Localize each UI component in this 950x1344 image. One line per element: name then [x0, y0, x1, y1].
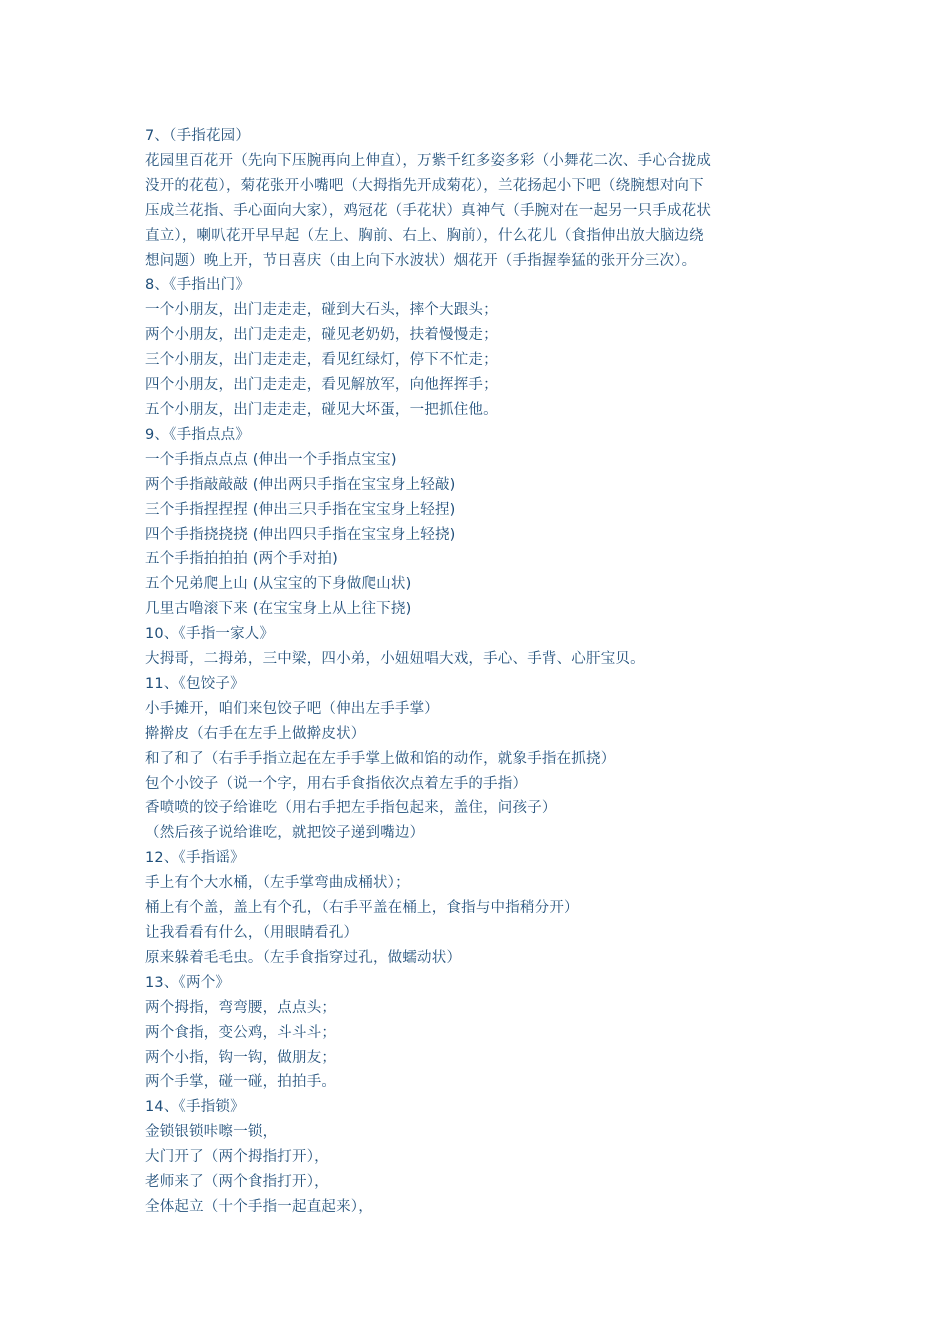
verse-line: 两个小朋友，出门走走走，碰见老奶奶，扶着慢慢走； — [145, 327, 498, 344]
section-heading-13: 13、《两个》 — [145, 974, 231, 991]
section-heading-11: 11、《包饺子》 — [145, 675, 245, 692]
paragraph-line: 没开的花苞），菊花张开小嘴吧（大拇指先开成菊花），兰花扬起小下吧（绕腕想对向下 — [145, 177, 704, 194]
section-heading-12: 12、《手指谣》 — [145, 850, 245, 867]
verse-line: 两个手掌，碰一碰，拍拍手。 — [145, 1074, 337, 1091]
verse-line: 小手摊开，咱们来包饺子吧（伸出左手手掌） — [145, 700, 439, 717]
section-heading-9: 9、《手指点点》 — [145, 426, 251, 443]
verse-line: （然后孩子说给谁吃，就把饺子递到嘴边） — [145, 825, 425, 842]
verse-line: 让我看看有什么，（用眼睛看孔） — [145, 925, 359, 941]
verse-line: 四个小朋友，出门走走走，看见解放军，向他挥挥手； — [145, 377, 498, 394]
verse-line: 原来躲着毛毛虫。（左手食指穿过孔，做蠕动状） — [145, 949, 462, 966]
verse-line: 和了和了（右手手指立起在左手手掌上做和馅的动作，就象手指在抓挠） — [145, 750, 616, 767]
verse-line: 两个食指，变公鸡，斗斗斗； — [145, 1024, 337, 1041]
verse-line: 一个小朋友，出门走走走，碰到大石头，摔个大跟头； — [145, 302, 498, 319]
verse-line: 桶上有个盖，盖上有个孔，（右手平盖在桶上，食指与中指稍分开） — [145, 900, 579, 917]
paragraph-line: 想问题）晚上开，节日喜庆（由上向下水波状）烟花开（手指握拳猛的张开分三次）。 — [145, 252, 697, 269]
verse-line: 一个手指点点点 (伸出一个手指点宝宝) — [145, 451, 397, 468]
verse-line: 几里古噜滚下来 (在宝宝身上从上往下挠) — [145, 601, 412, 618]
verse-line: 两个手指敲敲敲 (伸出两只手指在宝宝身上轻敲) — [145, 476, 456, 493]
section-heading-14: 14、《手指锁》 — [145, 1099, 245, 1116]
verse-line: 擀擀皮（右手在左手上做擀皮状） — [145, 725, 366, 742]
verse-line: 大拇哥，二拇弟，三中梁，四小弟，小妞妞唱大戏，手心、手背、心肝宝贝。 — [145, 651, 645, 668]
verse-line: 金锁银锁咔嚓一锁， — [145, 1124, 278, 1141]
document-body — [145, 124, 810, 1220]
section-heading-7: 7、（手指花园） — [145, 128, 251, 144]
verse-line: 全体起立（十个手指一起直起来）， — [145, 1198, 373, 1215]
verse-line: 两个小指，钩一钩，做朋友； — [145, 1049, 337, 1066]
section-heading-8: 8、《手指出门》 — [145, 277, 251, 294]
verse-line: 五个兄弟爬上山 (从宝宝的下身做爬山状) — [145, 576, 412, 593]
paragraph-line: 压成兰花指、手心面向大家），鸡冠花（手花状）真神气（手腕对在一起另一只手成花状 — [145, 202, 712, 219]
verse-line: 大门开了（两个拇指打开）， — [145, 1149, 329, 1166]
verse-line: 五个手指拍拍拍 (两个手对拍) — [145, 551, 338, 568]
verse-line: 两个拇指，弯弯腰，点点头； — [145, 999, 337, 1016]
paragraph-line: 直立），喇叭花开早早起（左上、胸前、右上、胸前），什么花儿（食指伸出放大脑边绕 — [145, 227, 704, 244]
verse-line: 香喷喷的饺子给谁吃（用右手把左手指包起来，盖住，问孩子） — [145, 800, 557, 817]
verse-line: 老师来了（两个食指打开）， — [145, 1174, 329, 1191]
verse-line: 包个小饺子（说一个字，用右手食指依次点着左手的手指） — [145, 775, 528, 792]
verse-line: 三个小朋友，出门走走走，看见红绿灯，停下不忙走； — [145, 352, 498, 369]
verse-line: 五个小朋友，出门走走走，碰见大坏蛋，一把抓住他。 — [145, 401, 498, 418]
verse-line: 手上有个大水桶，（左手掌弯曲成桶状）； — [145, 875, 410, 892]
paragraph-line: 花园里百花开（先向下压腕再向上伸直），万紫千红多姿多彩（小舞花二次、手心合拢成 — [145, 152, 712, 169]
verse-line: 四个手指挠挠挠 (伸出四只手指在宝宝身上轻挠) — [145, 526, 456, 543]
verse-line: 三个手指捏捏捏 (伸出三只手指在宝宝身上轻捏) — [145, 501, 456, 518]
section-heading-10: 10、《手指一家人》 — [145, 626, 275, 643]
